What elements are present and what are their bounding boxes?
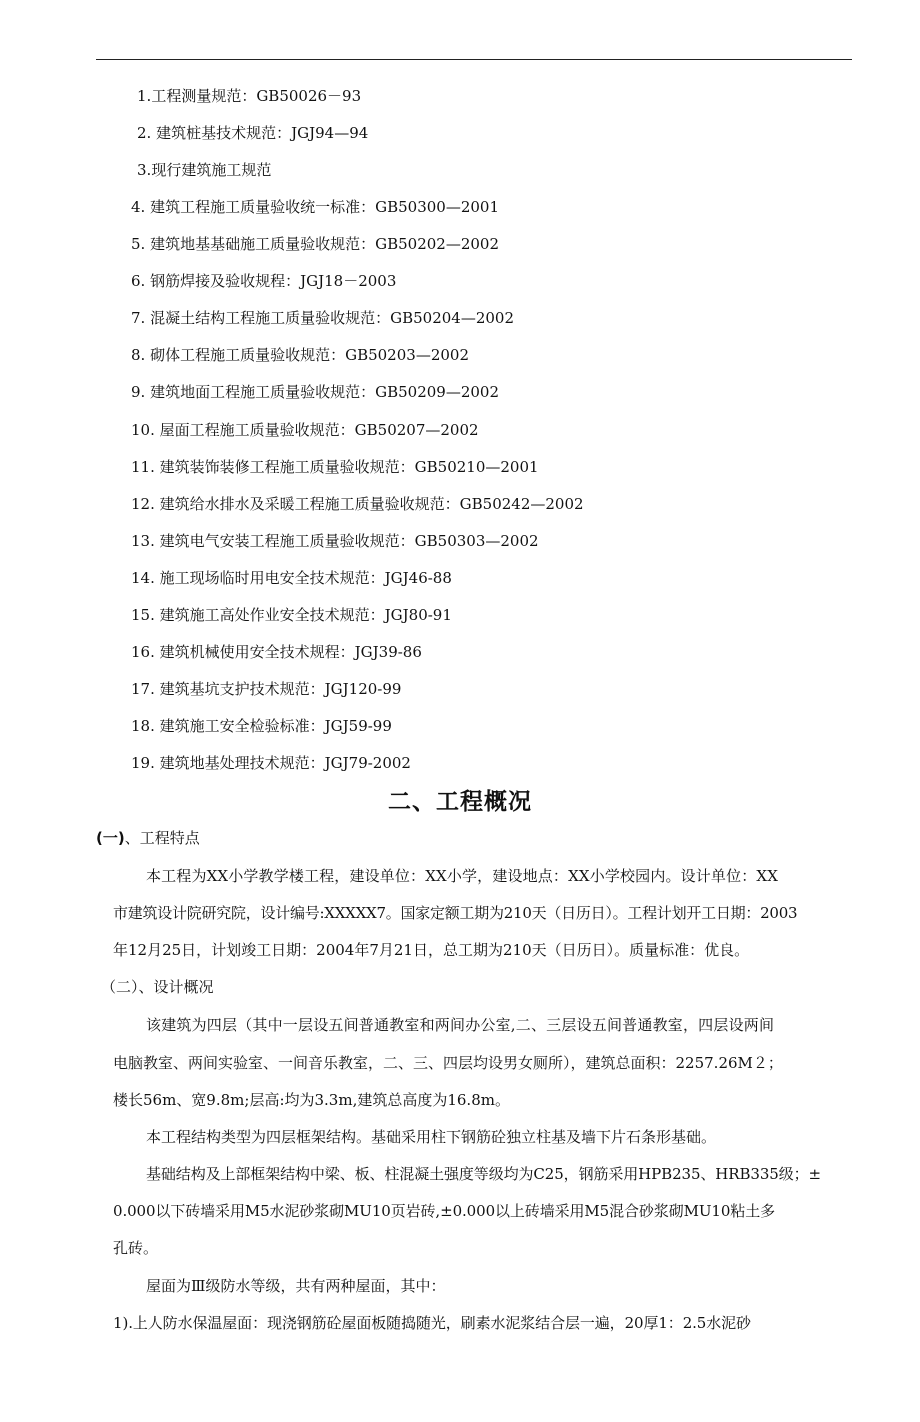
paragraph-line: 基础结构及上部框架结构中梁、板、柱混凝土强度等级均为C25，钢筋采用HPB235、HRB335级；± [146, 1165, 821, 1183]
list-item: 4. 建筑工程施工质量验收统一标准：GB50300—2001 [131, 198, 499, 216]
list-item: 7. 混凝土结构工程施工质量验收规范：GB50204—2002 [131, 309, 514, 327]
list-item: 19. 建筑地基处理技术规范：JGJ79-2002 [131, 754, 411, 772]
list-item: 2. 建筑桩基技术规范：JGJ94—94 [137, 124, 369, 142]
paragraph-line: 本工程为XX小学教学楼工程，建设单位：XX小学，建设地点：XX小学校园内。设计单位：XX [146, 867, 779, 885]
paragraph-line: 孔砖。 [113, 1239, 159, 1257]
list-item: 3.现行建筑施工规范 [137, 161, 272, 179]
paragraph: 本工程结构类型为四层框架结构。基础采用柱下钢筋砼独立柱基及墙下片石条形基础。 [146, 1128, 717, 1146]
list-item: 16. 建筑机械使用安全技术规程：JGJ39-86 [131, 643, 422, 661]
subsection-title-2: （二）、设计概况 [101, 978, 214, 996]
list-item: 8. 砌体工程施工质量验收规范：GB50203—2002 [131, 346, 469, 364]
list-item: 18. 建筑施工安全检验标准：JGJ59-99 [131, 717, 392, 735]
list-item: 6. 钢筋焊接及验收规程：JGJ18－2003 [131, 272, 397, 290]
paragraph: 屋面为Ⅲ级防水等级，共有两种屋面，其中： [146, 1277, 446, 1295]
list-item: 1.工程测量规范：GB50026－93 [137, 87, 362, 105]
paragraph-line: 楼长56m、宽9.8m;层高:均为3.3m,建筑总高度为16.8m。 [113, 1091, 510, 1109]
paragraph-line: 该建筑为四层（其中一层设五间普通教室和两间办公室,二、三层设五间普通教室，四层设两间 [146, 1016, 775, 1034]
list-item: 15. 建筑施工高处作业安全技术规范：JGJ80-91 [131, 606, 452, 624]
list-item: 13. 建筑电气安装工程施工质量验收规范：GB50303—2002 [131, 532, 539, 550]
section-title: 二、工程概况 [388, 789, 532, 815]
paragraph-line: 市建筑设计院研究院，设计编号:XXXXX7。国家定额工期为210天（日历日）。工程计划开工日期：2003 [113, 904, 798, 922]
list-item: 14. 施工现场临时用电安全技术规范：JGJ46-88 [131, 569, 452, 587]
paragraph-line: 电脑教室、两间实验室、一间音乐教室，二、三、四层均设男女厕所），建筑总面积：2257.26M２； [113, 1054, 783, 1072]
list-item: 5. 建筑地基基础施工质量验收规范：GB50202—2002 [131, 235, 499, 253]
list-item: 9. 建筑地面工程施工质量验收规范：GB50209—2002 [131, 383, 499, 401]
subsection-title-1: (一)、工程特点 [96, 829, 200, 847]
list-item: 17. 建筑基坑支护技术规范：JGJ120-99 [131, 680, 402, 698]
paragraph: 1).上人防水保温屋面：现浇钢筋砼屋面板随捣随光，刷素水泥浆结合层一遍，20厚1：2.5水泥砂 [113, 1314, 751, 1332]
paragraph-line: 0.000以下砖墙采用M5水泥砂浆砌MU10页岩砖,±0.000以上砖墙采用M5混合砂浆砌MU10粘土多 [113, 1202, 776, 1220]
list-item: 10. 屋面工程施工质量验收规范：GB50207—2002 [131, 421, 479, 439]
list-item: 11. 建筑装饰装修工程施工质量验收规范：GB50210—2001 [131, 458, 539, 476]
paragraph-line: 年12月25日，计划竣工日期：2004年7月21日，总工期为210天（日历日）。质量标准：优良。 [113, 941, 750, 959]
list-item: 12. 建筑给水排水及采暖工程施工质量验收规范：GB50242—2002 [131, 495, 584, 513]
header-rule [96, 59, 852, 60]
